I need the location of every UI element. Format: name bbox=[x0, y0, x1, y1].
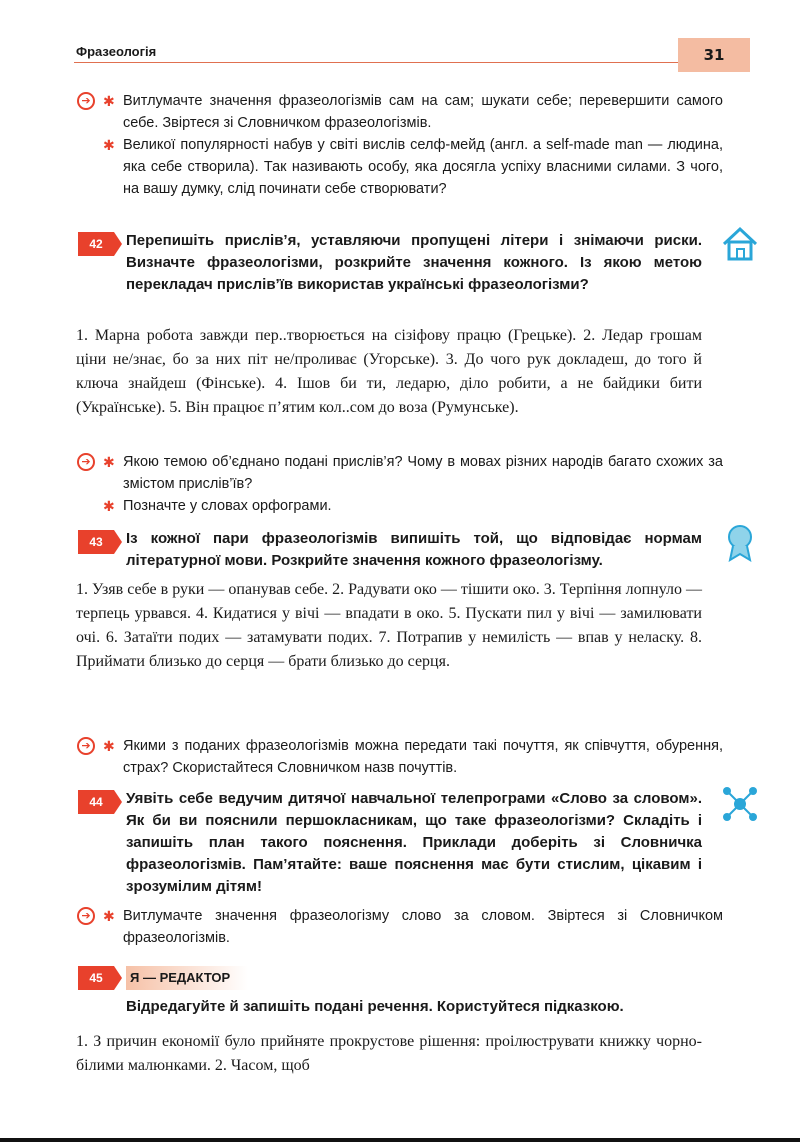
network-icon bbox=[720, 784, 760, 824]
house-icon bbox=[720, 224, 760, 264]
arrow-icon: ➔ bbox=[77, 907, 95, 925]
question-42-2: ✱ Позначте у словах орфограми. bbox=[123, 495, 723, 517]
question-42-1: ✱ Якою темою об’єднано подані прислів’я? Чому в мовах різних народів багато схожих за змістом прислів’їв? bbox=[123, 451, 723, 495]
task-42: Перепишіть прислів’я, уставляючи пропущені літери і знімаючи риски. Визначте фразеологізми, розкрийте значення кожного. Із якою метою перекладач прислів’їв використав українські фразеологізми? bbox=[126, 232, 702, 293]
star-icon: ✱ bbox=[103, 738, 115, 754]
task-number-42: 42 bbox=[78, 232, 114, 256]
task-43-text: 1. Узяв себе в руки — опанував себе. 2. Радувати око — тішити око. 3. Терпіння лопнуло — терпець урвався. 4. Кидатися у вічі — впадати в око. 5. Пускати пил у вічі — замилювати очі. 6. Затаїти подих — затамувати подих. 7. Потрапив у немилість — впав у неласку. 8. Приймати близько до серця — брати близько до серця. bbox=[76, 581, 702, 670]
task-number-44: 44 bbox=[78, 790, 114, 814]
question-2: ✱ Великої популярності набув у світі вислів селф-мейд (англ. a self-made man — людина, яка себе створила). Так називають особу, яка досягла успіху власними силами. З чого, на вашу думку, слід починати себе створювати? bbox=[123, 134, 723, 200]
task-number-43: 43 bbox=[78, 530, 114, 554]
task-43: Із кожної пари фразеологізмів випишіть той, що відповідає нормам літературної мови. Розкрийте значення кожного фразеологізму. bbox=[126, 530, 702, 569]
star-icon: ✱ bbox=[103, 498, 115, 514]
question-43: ✱ Якими з поданих фразеологізмів можна передати такі почуття, як співчуття, обурення, страх? Скористайтеся Словничком назв почуттів. bbox=[123, 735, 723, 779]
section-title: Фразеологія bbox=[76, 44, 157, 59]
page-number: 31 bbox=[678, 38, 750, 72]
task-45-text: 1. З причин економії було прийняте прокрустове рішення: проілюструвати книжку чорно-білими малюнками. 2. Часом, щоб bbox=[76, 1033, 702, 1074]
task-number-45: 45 bbox=[78, 966, 114, 990]
header-divider bbox=[74, 62, 750, 63]
page-bottom-edge bbox=[0, 1138, 800, 1142]
arrow-icon: ➔ bbox=[77, 453, 95, 471]
star-icon: ✱ bbox=[103, 454, 115, 470]
page-header bbox=[0, 38, 800, 72]
arrow-icon: ➔ bbox=[77, 737, 95, 755]
task-44: Уявіть себе ведучим дитячої навчальної телепрограми «Слово за словом». Як би ви пояснили першокласникам, що таке фразеологізми? Складіть і запишіть план такого пояснення. Приклади доберіть зі Словничка фразеологізмів. Пам’ятайте: ваше пояснення має бути стислим, цікавим і зрозумілим дітям! bbox=[126, 790, 702, 895]
medal-icon bbox=[720, 522, 760, 562]
question-44: ✱ Витлумачте значення фразеологізму слово за словом. Звіртеся зі Словничком фразеологізмів. bbox=[123, 905, 723, 949]
question-1: ✱ Витлумачте значення фразеологізмів сам на сам; шукати себе; перевершити самого себе. Звіртеся зі Словничком фразеологізмів. bbox=[123, 90, 723, 134]
star-icon: ✱ bbox=[103, 93, 115, 109]
star-icon: ✱ bbox=[103, 908, 115, 924]
star-icon: ✱ bbox=[103, 137, 115, 153]
task-42-text: 1. Марна робота завжди пер..творюється на сізіфову працю (Грецьке). 2. Ледар грошам ціни не/знає, бо за них піт не/проливає (Угорське). 3. До чого рук докладеш, до того й ключа знайдеш (Фінське). 4. Ішов би ти, ледарю, діло робити, а не байдики бити (Українське). 5. Він працює п’ятим кол..сом до воза (Румунське). bbox=[76, 327, 702, 416]
arrow-icon: ➔ bbox=[77, 92, 95, 110]
task-45-label: Я — РЕДАКТОР bbox=[126, 966, 248, 990]
task-45: Відредагуйте й запишіть подані речення. Користуйтеся підказкою. bbox=[126, 998, 624, 1015]
